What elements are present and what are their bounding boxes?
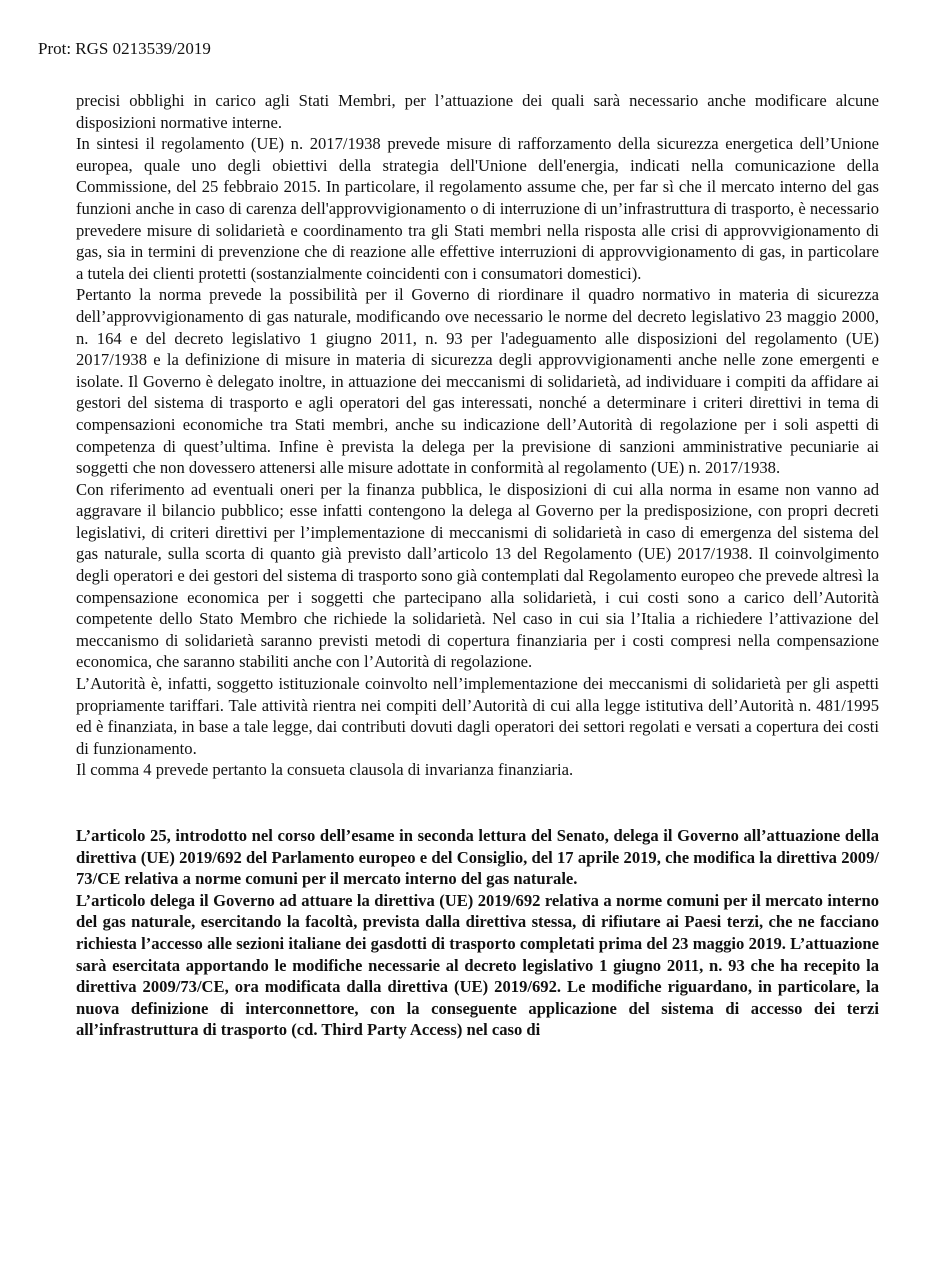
paragraph: Il comma 4 prevede pertanto la consueta clausola di invarianza finanziaria. [76,760,574,780]
section-gap [76,781,879,825]
paragraph: In sintesi il regolamento (UE) n. 2017/1938 prevede misure di rafforzamento della sicurezza energetica dell’Unione europea, quale uno degli obiettivi della strategia dell'Unione dell'energia, indicati nella comunicazione della Commissione, del 25 febbraio 2015. In particolare, il regolamento assume che, per far sì che il mercato interno del gas funzioni anche in caso di carenza dell'approvvigionamento o di interruzione di un’infrastruttura di trasporto, è necessario prevedere misure di solidarietà e coordinamento tra gli Stati membri nella risposta alle crisi di approvvigionamento di gas, sia in termini di prevenzione che di reazione alle effettive interruzioni di approvvigionamento di gas, in particolare a tutela dei clienti protetti (sostanzialmente coincidenti con i consumatori domestici). [76,134,879,283]
paragraph: L’Autorità è, infatti, soggetto istituzionale coinvolto nell’implementazione dei meccanismi di solidarietà per gli aspetti propriamente tariffari. Tale attività rientra nei compiti dell’Autorità di cui alla legge istitutiva dell’Autorità n. 481/1995 ed è finanziata, in base a tale legge, dai contributi dovuti dagli operatori dei settori regolati e versati a copertura dei costi di funzionamento. [76,674,879,758]
article-25-section [76,825,879,1041]
paragraph: precisi obblighi in carico agli Stati Membri, per l’attuazione dei quali sarà necessario anche modificare alcune disposizioni normative interne. [76,91,879,132]
protocol-number: Prot: RGS 0213539/2019 [38,39,211,58]
paragraph: Con riferimento ad eventuali oneri per la finanza pubblica, le disposizioni di cui alla norma in esame non vanno ad aggravare il bilancio pubblico; esse infatti contengono la delega al Governo per la predisposizione, con propri decreti legislativi, di criteri direttivi per l’implementazione di meccanismi di solidarietà in caso di emergenza del sistema del gas naturale, sulla scorta di quanto già previsto dall’articolo 13 del Regolamento (UE) 2017/1938. Il coinvolgimento degli operatori e dei gestori del sistema di trasporto sono già contemplati dal Regolamento europeo che prevede altresì la compensazione economica per i soggetti che partecipano alla solidarietà, i cui costi sono a carico dell’Autorità competente dello Stato Membro che richiede la solidarietà. Nel caso in cui sia l’Italia a richiedere l’attivazione del meccanismo di solidarietà saranno previsti metodi di copertura finanziaria per i costi compresi nella compensazione economica, che saranno stabiliti anche con l’Autorità di regolazione. [76,479,879,672]
document-body [76,90,879,1041]
bold-paragraph: L’articolo delega il Governo ad attuare la direttiva (UE) 2019/692 relativa a norme comuni per il mercato interno del gas naturale, esercitando la facoltà, prevista dalla direttiva stessa, di rifiutare ai Paesi terzi, che ne facciano richiesta l’accesso alle sezioni italiane dei gasdotti di trasporto completati prima del 23 maggio 2019. L’attuazione sarà esercitata apportando le modifiche necessarie al decreto legislativo 1 giugno 2011, n. 93 che ha recepito la direttiva 2009/73/CE, ora modificata dalla direttiva (UE) 2019/692. Le modifiche riguardano, in particolare, la nuova definizione di interconnettore, con la conseguente applicazione del sistema di accesso dei terzi all’infrastruttura di trasporto (cd. Third Party Access) nel caso di [76,890,879,1040]
bold-paragraph: L’articolo 25, introdotto nel corso dell’esame in seconda lettura del Senato, delega il Governo all’attuazione della direttiva (UE) 2019/692 del Parlamento europeo e del Consiglio, del 17 aprile 2019, che modifica la direttiva 2009/ 73/CE relativa a norme comuni per il mercato interno del gas naturale. [76,826,879,889]
paragraph: Pertanto la norma prevede la possibilità per il Governo di riordinare il quadro normativo in materia di sicurezza dell’approvvigionamento di gas naturale, modificando ove necessario le norme del decreto legislativo 23 maggio 2000, n. 164 e del decreto legislativo 1 giugno 2011, n. 93 per l'adeguamento alle disposizioni del regolamento (UE) 2017/1938 e la definizione di misure in materia di sicurezza degli approvvigionamenti anche nelle zone emergenti e isolate. Il Governo è delegato inoltre, in attuazione dei meccanismi di solidarietà, ad individuare i compiti da affidare ai gestori del sistema di trasporto e agli operatori del gas interessati, nonché a determinare i criteri direttivi in tema di compensazioni economiche tra Stati membri, anche su indicazione dell’Autorità di regolazione per i soli aspetti di competenza di quest’ultima. Infine è prevista la delega per la previsione di sanzioni amministrative pecuniarie ai soggetti che non dovessero attenersi alle misure adottate in conformità al regolamento (UE) n. 2017/1938. [76,285,879,478]
